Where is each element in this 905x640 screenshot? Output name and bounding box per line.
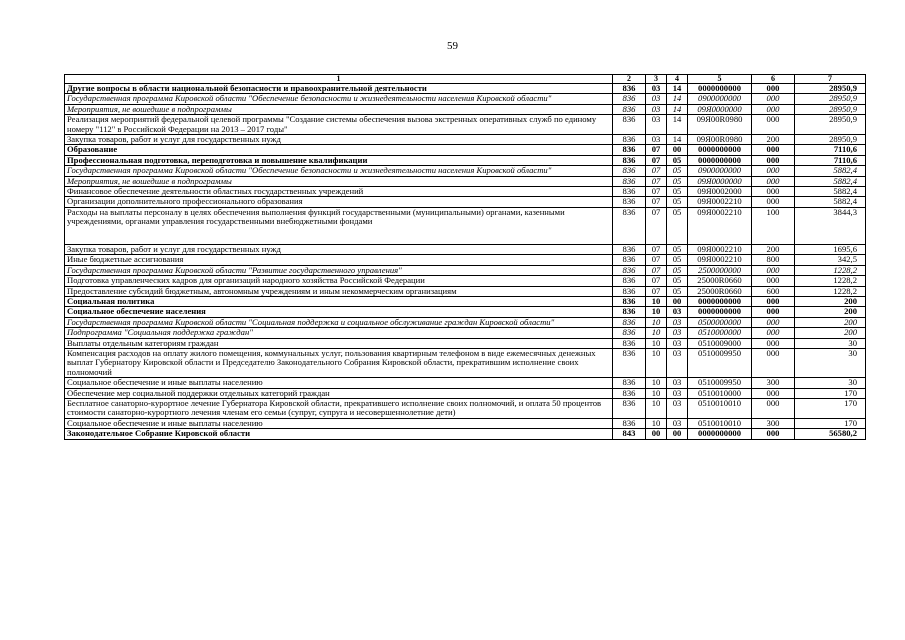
amount-cell: 3844,3: [795, 207, 866, 244]
amount-cell: 28950,9: [795, 115, 866, 135]
amount-cell: 342,5: [795, 255, 866, 265]
table-row: [65, 429, 866, 439]
target-article-code-cell: 0000000000: [688, 307, 752, 317]
expense-type-code-cell: 000: [752, 145, 795, 155]
chapter-code-cell: 836: [613, 207, 646, 244]
target-article-code-cell: 09Я0002210: [688, 255, 752, 265]
target-article-code-cell: 0510000000: [688, 328, 752, 338]
amount-cell: 200: [795, 317, 866, 327]
section-code-cell: 03: [646, 115, 667, 135]
table-row: [65, 115, 866, 135]
section-code-cell: 07: [646, 244, 667, 254]
subsection-code-cell: 14: [667, 104, 688, 114]
table-row: [65, 338, 866, 348]
section-code-cell: 03: [646, 94, 667, 104]
subsection-code-cell: 14: [667, 94, 688, 104]
target-article-code-cell: 25000R0660: [688, 276, 752, 286]
section-code-cell: 03: [646, 135, 667, 145]
amount-cell: 30: [795, 348, 866, 377]
expense-type-code-cell: 000: [752, 388, 795, 398]
amount-cell: 170: [795, 398, 866, 418]
subsection-code-cell: 03: [667, 378, 688, 388]
amount-cell: 170: [795, 388, 866, 398]
row-name-cell: Бесплатное санаторно-курортное лечение Губернатора Кировской области, прекратившего исполнение своих полномочий, и оплата 50 процентов стоимости санаторно-курортного лечения членам его семьи (супруг, супруга и несовершеннолетние дети): [65, 398, 613, 418]
chapter-code-cell: 836: [613, 338, 646, 348]
row-name-cell: Государственная программа Кировской области "Обеспечение безопасности и жизнедеятельности населения Кировской области": [65, 94, 613, 104]
table-row: [65, 378, 866, 388]
amount-cell: 1228,2: [795, 265, 866, 275]
amount-cell: 170: [795, 418, 866, 428]
target-article-code-cell: 0000000000: [688, 296, 752, 306]
expense-type-code-cell: 000: [752, 338, 795, 348]
subsection-code-cell: 14: [667, 135, 688, 145]
table-row: [65, 104, 866, 114]
expense-type-code-cell: 800: [752, 255, 795, 265]
row-name-cell: Компенсация расходов на оплату жилого помещения, коммунальных услуг, пользования квартирным телефоном в виде ежемесячных денежных выплат Губернатору Кировской области и Председателю Законодательного Собрания Кировской области, прекратившим исполнение своих полномочий: [65, 348, 613, 377]
chapter-code-cell: 836: [613, 244, 646, 254]
row-name-cell: Реализация мероприятий федеральной целевой программы "Создание системы обеспечения вызова экстренных оперативных служб по единому номеру "112" в Российской Федерации на 2013 – 2017 годы": [65, 115, 613, 135]
table-row: [65, 296, 866, 306]
chapter-code-cell: 836: [613, 255, 646, 265]
table-row: [65, 145, 866, 155]
column-header: 7: [795, 75, 866, 84]
subsection-code-cell: 03: [667, 328, 688, 338]
amount-cell: 30: [795, 338, 866, 348]
chapter-code-cell: 836: [613, 187, 646, 197]
amount-cell: 200: [795, 307, 866, 317]
section-code-cell: 07: [646, 187, 667, 197]
expense-type-code-cell: 000: [752, 265, 795, 275]
subsection-code-cell: 00: [667, 429, 688, 439]
amount-cell: 30: [795, 378, 866, 388]
amount-cell: 1228,2: [795, 286, 866, 296]
section-code-cell: 07: [646, 255, 667, 265]
chapter-code-cell: 836: [613, 115, 646, 135]
table-row: [65, 207, 866, 244]
amount-cell: 5882,4: [795, 166, 866, 176]
chapter-code-cell: 836: [613, 84, 646, 94]
expense-type-code-cell: 000: [752, 115, 795, 135]
expense-type-code-cell: 000: [752, 317, 795, 327]
subsection-code-cell: 00: [667, 145, 688, 155]
amount-cell: 5882,4: [795, 176, 866, 186]
table-row: [65, 135, 866, 145]
expense-type-code-cell: 000: [752, 166, 795, 176]
target-article-code-cell: 0510010010: [688, 418, 752, 428]
subsection-code-cell: 05: [667, 155, 688, 165]
subsection-code-cell: 03: [667, 418, 688, 428]
row-name-cell: Мероприятия, не вошедшие в подпрограммы: [65, 104, 613, 114]
target-article-code-cell: 09Я00R0980: [688, 115, 752, 135]
column-header: 5: [688, 75, 752, 84]
section-code-cell: 07: [646, 145, 667, 155]
chapter-code-cell: 836: [613, 378, 646, 388]
expense-type-code-cell: 200: [752, 244, 795, 254]
expense-type-code-cell: 000: [752, 187, 795, 197]
target-article-code-cell: 0000000000: [688, 145, 752, 155]
chapter-code-cell: 836: [613, 197, 646, 207]
expense-type-code-cell: 300: [752, 418, 795, 428]
table-row: [65, 244, 866, 254]
subsection-code-cell: 14: [667, 84, 688, 94]
subsection-code-cell: 05: [667, 197, 688, 207]
expense-type-code-cell: 600: [752, 286, 795, 296]
target-article-code-cell: 0500000000: [688, 317, 752, 327]
table-row: [65, 307, 866, 317]
chapter-code-cell: 836: [613, 317, 646, 327]
chapter-code-cell: 836: [613, 348, 646, 377]
row-name-cell: Социальное обеспечение и иные выплаты населению: [65, 378, 613, 388]
subsection-code-cell: 05: [667, 176, 688, 186]
subsection-code-cell: 05: [667, 286, 688, 296]
subsection-code-cell: 05: [667, 207, 688, 244]
table-row: [65, 187, 866, 197]
amount-cell: 7110,6: [795, 145, 866, 155]
row-name-cell: Законодательное Собрание Кировской области: [65, 429, 613, 439]
subsection-code-cell: 03: [667, 348, 688, 377]
target-article-code-cell: 0510010010: [688, 398, 752, 418]
amount-cell: 28950,9: [795, 94, 866, 104]
chapter-code-cell: 836: [613, 166, 646, 176]
expense-type-code-cell: 000: [752, 197, 795, 207]
chapter-code-cell: 836: [613, 104, 646, 114]
target-article-code-cell: 09Я0002210: [688, 197, 752, 207]
budget-table: [64, 74, 866, 440]
expense-type-code-cell: 000: [752, 176, 795, 186]
amount-cell: 28950,9: [795, 84, 866, 94]
amount-cell: 56580,2: [795, 429, 866, 439]
section-code-cell: 07: [646, 207, 667, 244]
expense-type-code-cell: 000: [752, 94, 795, 104]
chapter-code-cell: 836: [613, 398, 646, 418]
row-name-cell: Социальное обеспечение и иные выплаты населению: [65, 418, 613, 428]
table-row: [65, 276, 866, 286]
table-row: [65, 418, 866, 428]
table-row: [65, 166, 866, 176]
table-row: [65, 328, 866, 338]
chapter-code-cell: 836: [613, 265, 646, 275]
amount-cell: 200: [795, 328, 866, 338]
table-row: [65, 286, 866, 296]
row-name-cell: Государственная программа Кировской области "Социальная поддержка и социальное обслуживание граждан Кировской области": [65, 317, 613, 327]
expense-type-code-cell: 000: [752, 104, 795, 114]
section-code-cell: 03: [646, 104, 667, 114]
amount-cell: 7110,6: [795, 155, 866, 165]
section-code-cell: 10: [646, 398, 667, 418]
chapter-code-cell: 836: [613, 94, 646, 104]
row-name-cell: Выплаты отдельным категориям граждан: [65, 338, 613, 348]
section-code-cell: 07: [646, 155, 667, 165]
target-article-code-cell: 09Я0002210: [688, 244, 752, 254]
chapter-code-cell: 836: [613, 307, 646, 317]
column-header: 3: [646, 75, 667, 84]
amount-cell: 5882,4: [795, 197, 866, 207]
expense-type-code-cell: 000: [752, 155, 795, 165]
target-article-code-cell: 0900000000: [688, 94, 752, 104]
amount-cell: 28950,9: [795, 104, 866, 114]
column-header: 6: [752, 75, 795, 84]
row-name-cell: Закупка товаров, работ и услуг для государственных нужд: [65, 135, 613, 145]
target-article-code-cell: 0510009950: [688, 378, 752, 388]
subsection-code-cell: 05: [667, 276, 688, 286]
row-name-cell: Мероприятия, не вошедшие в подпрограммы: [65, 176, 613, 186]
section-code-cell: 00: [646, 429, 667, 439]
chapter-code-cell: 843: [613, 429, 646, 439]
section-code-cell: 10: [646, 307, 667, 317]
row-name-cell: Финансовое обеспечение деятельности областных государственных учреждений: [65, 187, 613, 197]
column-header: 4: [667, 75, 688, 84]
table-row: [65, 265, 866, 275]
row-name-cell: Подпрограмма "Социальная поддержка граждан": [65, 328, 613, 338]
row-name-cell: Другие вопросы в области национальной безопасности и правоохранительной деятельности: [65, 84, 613, 94]
target-article-code-cell: 09Я0000000: [688, 104, 752, 114]
subsection-code-cell: 03: [667, 307, 688, 317]
expense-type-code-cell: 000: [752, 307, 795, 317]
expense-type-code-cell: 000: [752, 296, 795, 306]
section-code-cell: 03: [646, 84, 667, 94]
section-code-cell: 10: [646, 328, 667, 338]
chapter-code-cell: 836: [613, 145, 646, 155]
subsection-code-cell: 05: [667, 255, 688, 265]
chapter-code-cell: 836: [613, 388, 646, 398]
section-code-cell: 10: [646, 348, 667, 377]
amount-cell: 1695,6: [795, 244, 866, 254]
target-article-code-cell: 09Я0002000: [688, 187, 752, 197]
subsection-code-cell: 05: [667, 244, 688, 254]
section-code-cell: 10: [646, 317, 667, 327]
section-code-cell: 10: [646, 418, 667, 428]
expense-type-code-cell: 300: [752, 378, 795, 388]
chapter-code-cell: 836: [613, 135, 646, 145]
chapter-code-cell: 836: [613, 155, 646, 165]
section-code-cell: 10: [646, 338, 667, 348]
expense-type-code-cell: 000: [752, 348, 795, 377]
row-name-cell: Государственная программа Кировской области "Обеспечение безопасности и жизнедеятельности населения Кировской области": [65, 166, 613, 176]
expense-type-code-cell: 000: [752, 328, 795, 338]
section-code-cell: 10: [646, 296, 667, 306]
table-row: [65, 94, 866, 104]
subsection-code-cell: 05: [667, 166, 688, 176]
subsection-code-cell: 00: [667, 296, 688, 306]
subsection-code-cell: 03: [667, 317, 688, 327]
row-name-cell: Профессиональная подготовка, переподготовка и повышение квалификации: [65, 155, 613, 165]
target-article-code-cell: 09Я0002210: [688, 207, 752, 244]
expense-type-code-cell: 100: [752, 207, 795, 244]
chapter-code-cell: 836: [613, 286, 646, 296]
table-row: [65, 84, 866, 94]
section-code-cell: 10: [646, 378, 667, 388]
row-name-cell: Организации дополнительного профессионального образования: [65, 197, 613, 207]
table-row: [65, 388, 866, 398]
row-name-cell: Подготовка управленческих кадров для организаций народного хозяйства Российской Федерации: [65, 276, 613, 286]
chapter-code-cell: 836: [613, 296, 646, 306]
row-name-cell: Иные бюджетные ассигнования: [65, 255, 613, 265]
row-name-cell: Закупка товаров, работ и услуг для государственных нужд: [65, 244, 613, 254]
target-article-code-cell: 0510009000: [688, 338, 752, 348]
page-number: 59: [447, 40, 458, 52]
target-article-code-cell: 0000000000: [688, 429, 752, 439]
expense-type-code-cell: 000: [752, 276, 795, 286]
table-row: [65, 317, 866, 327]
table-row: [65, 255, 866, 265]
row-name-cell: Социальная политика: [65, 296, 613, 306]
amount-cell: 28950,9: [795, 135, 866, 145]
row-name-cell: Расходы на выплаты персоналу в целях обеспечения выполнения функций государственными (муниципальными) органами, казенными учреждениями, органами управления государственными внебюджетными фондами: [65, 207, 613, 244]
row-name-cell: Социальное обеспечение населения: [65, 307, 613, 317]
subsection-code-cell: 05: [667, 265, 688, 275]
table-row: [65, 176, 866, 186]
expense-type-code-cell: 200: [752, 135, 795, 145]
section-code-cell: 07: [646, 286, 667, 296]
subsection-code-cell: 03: [667, 398, 688, 418]
section-code-cell: 07: [646, 166, 667, 176]
target-article-code-cell: 25000R0660: [688, 286, 752, 296]
target-article-code-cell: 0000000000: [688, 84, 752, 94]
column-header: 2: [613, 75, 646, 84]
chapter-code-cell: 836: [613, 176, 646, 186]
column-header: 1: [65, 75, 613, 84]
target-article-code-cell: 09Я0000000: [688, 176, 752, 186]
amount-cell: 5882,4: [795, 187, 866, 197]
target-article-code-cell: 0510010000: [688, 388, 752, 398]
subsection-code-cell: 03: [667, 388, 688, 398]
target-article-code-cell: 09Я00R0980: [688, 135, 752, 145]
row-name-cell: Образование: [65, 145, 613, 155]
expense-type-code-cell: 000: [752, 84, 795, 94]
subsection-code-cell: 03: [667, 338, 688, 348]
section-code-cell: 07: [646, 276, 667, 286]
section-code-cell: 07: [646, 176, 667, 186]
expense-type-code-cell: 000: [752, 398, 795, 418]
row-name-cell: Государственная программа Кировской области "Развитие государственного управления": [65, 265, 613, 275]
table-row: [65, 398, 866, 418]
table-row: [65, 197, 866, 207]
subsection-code-cell: 05: [667, 187, 688, 197]
target-article-code-cell: 0510009950: [688, 348, 752, 377]
table-row: [65, 155, 866, 165]
budget-table-container: [64, 74, 865, 440]
table-row: [65, 348, 866, 377]
section-code-cell: 07: [646, 197, 667, 207]
chapter-code-cell: 836: [613, 418, 646, 428]
section-code-cell: 10: [646, 388, 667, 398]
section-code-cell: 07: [646, 265, 667, 275]
row-name-cell: Обеспечение мер социальной поддержки отдельных категорий граждан: [65, 388, 613, 398]
chapter-code-cell: 836: [613, 328, 646, 338]
target-article-code-cell: 0900000000: [688, 166, 752, 176]
chapter-code-cell: 836: [613, 276, 646, 286]
amount-cell: 1228,2: [795, 276, 866, 286]
expense-type-code-cell: 000: [752, 429, 795, 439]
target-article-code-cell: 2500000000: [688, 265, 752, 275]
row-name-cell: Предоставление субсидий бюджетным, автономным учреждениям и иным некоммерческим организациям: [65, 286, 613, 296]
subsection-code-cell: 14: [667, 115, 688, 135]
target-article-code-cell: 0000000000: [688, 155, 752, 165]
amount-cell: 200: [795, 296, 866, 306]
